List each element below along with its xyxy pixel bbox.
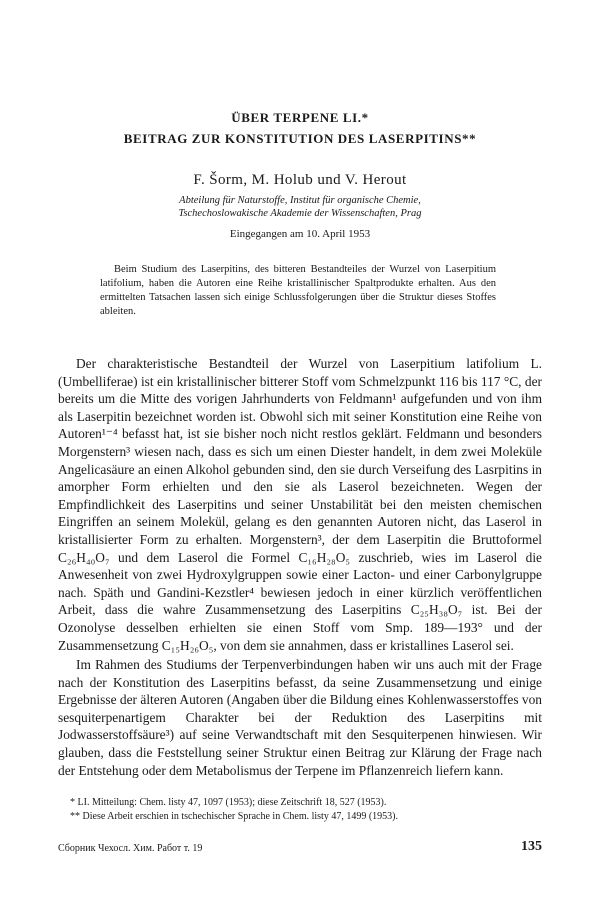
journal-footer: Сборник Чехосл. Хим. Работ т. 19 (58, 843, 203, 854)
footnote-1: * LI. Mitteilung: Chem. listy 47, 1097 (1953); diese Zeitschrift 18, 527 (1953). (70, 797, 387, 808)
title-line-2: BEITRAG ZUR KONSTITUTION DES LASERPITINS** (123, 131, 477, 146)
affiliation-line-1: Abteilung für Naturstoffe, Institut für organische Chemie, (179, 195, 421, 206)
authors: F. Šorm, M. Holub und V. Herout (193, 172, 407, 188)
affiliation-line-2: Tschechoslowakische Akademie der Wissenschaften, Prag (178, 208, 422, 219)
title-line-1: ÜBER TERPENE LI.* (231, 110, 369, 125)
paragraph-1: Der charakteristische Bestandteil der Wurzel von Laserpitium latifolium L. (Umbelliferae) ist ein kristallinischer bitterer Stoff vom Schmelzpunkt 116 bis 117 °C, der bereits um die Mitte des vorigen Jahrhunderts von Feldmann¹ aufgefunden und von ihm als Laserpitin bezeichnet worden ist. Obwohl sich mit seiner Konstitution eine Reihe von Autoren¹⁻⁴ befasst hat, ist sie bisher noch nicht restlos geklärt. Feldmann und besonders Morgenstern³ wiesen nach, dass es sich um einen Diester handelt, in dem zwei Moleküle Angelicasäure an einen Alkohol gebunden sind, den sie durch Verseifung des Lasrpitins in amorpher Form erhielten und den sie als Laserol bezeichneten. Wegen der Empfindlichkeit des Laserpitins und seiner Unstabilität bei den meisten chemischen Eingriffen an seinem Molekül, gelang es den genannten Autoren nicht, das Laserol in kristallisierter Form zu erhalten. Morgenstern³, der dem Laserpitin die Bruttoformel C₂₆H₄₀O₇ und dem Laserol die Formel C₁₆H₂₈O₅ zuschrieb, wies im Laserol die Anwesenheit von zwei Hydroxylgruppen sowie einer Lacton- und einer Carbonylgruppe nach. Späth und Gandini-Kezstler⁴ bewiesen jedoch in einer kürzlich veröffentlichen Arbeit, dass die wahre Zusammensetzung des Laserpitins C₂₅H₃₈O₇ ist. Bei der Ozonolyse desselben erhielten sie einen Stoff vom Smp. 189—193° und der Zusammensetzung C₁₅H₂₆O₅, von dem sie annahmen, dass er kristallines Laserol sei. (58, 356, 542, 653)
footnote-2: ** Diese Arbeit erschien in tschechischer Sprache in Chem. listy 47, 1499 (1953). (70, 811, 398, 822)
body-text (58, 355, 542, 779)
paragraph-2: Im Rahmen des Studiums der Terpenverbindungen haben wir uns auch mit der Frage nach der Konstitution des Laserpitins befasst, da seine Zusammensetzung und einige Ergebnisse der älteren Autoren (Angaben über die Bildung eines Kohlenwasserstoffes von sesquiterpenartigem Charakter bei der Reduktion des Laserpitins mit Jodwasserstoffsäure³) auf seine Verwandtschaft mit den Sesquiterpenen hinwiesen. Wir glauben, dass die Feststellung seiner Struktur einen Beitrag zur Klärung der Frage nach der Entstehung oder dem Metabolismus der Terpene im Pflanzenreich liefern kann. (58, 657, 542, 778)
received-date: Eingegangen am 10. April 1953 (229, 228, 371, 240)
page-number: 135 (521, 839, 542, 854)
abstract: Beim Studium des Laserpitins, des bitteren Bestandteiles der Wurzel von Laserpitium latifolium, haben die Autoren eine Reihe kristallinischer Spaltprodukte erhalten. Aus den ermittelten Tatsachen lassen sich einige Schlussfolgerungen über die Struktur dieses Stoffes ableiten. (100, 264, 496, 317)
footnotes (60, 796, 530, 824)
